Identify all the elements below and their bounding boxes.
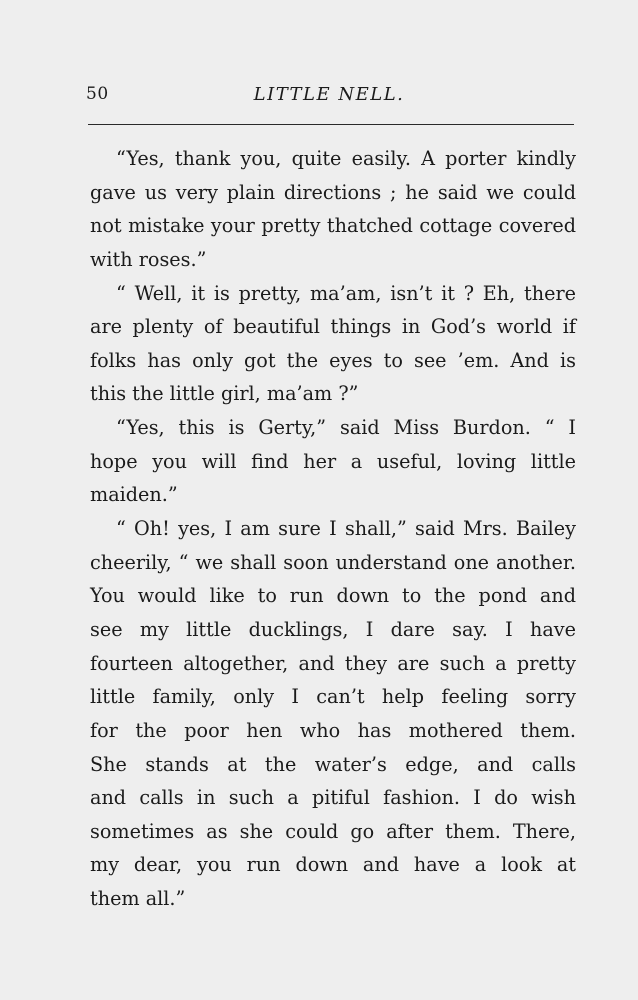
text-line: gave us very plain directions ; he said we could: [90, 180, 576, 204]
text-line: for the poor hen who has mothered them.: [90, 718, 576, 742]
text-line: hope you will find her a useful, loving little: [90, 449, 576, 473]
text-line: cheerily, “ we shall soon understand one another.: [90, 550, 576, 574]
text-line: see my little ducklings, I dare say. I have: [90, 617, 576, 641]
text-line: “Yes, thank you, quite easily. A porter kindly: [116, 147, 576, 170]
text-line: are plenty of beautiful things in God’s world if: [90, 315, 576, 339]
paragraph-3: [90, 411, 576, 512]
text-line: not mistake your pretty thatched cottage covered: [90, 214, 576, 238]
text-line: sometimes as she could go after them. There,: [90, 819, 576, 843]
text-line: She stands at the water’s edge, and calls: [90, 752, 576, 776]
running-title: LITTLE NELL.: [253, 84, 405, 105]
text-line: folks has only got the eyes to see ’em. And is: [90, 348, 576, 372]
page-number: 50: [86, 84, 109, 104]
text-line: “ Oh! yes, I am sure I shall,” said Mrs. Bailey: [116, 517, 576, 541]
paragraph-2: [90, 277, 576, 412]
text-line: maiden.”: [90, 483, 178, 507]
text-line: this the little girl, ma’am ?”: [90, 382, 359, 406]
header-rule: [88, 124, 574, 125]
paragraph-4: [90, 512, 576, 916]
text-line: You would like to run down to the pond and: [90, 584, 576, 608]
text-line: my dear, you run down and have a look at: [90, 853, 576, 877]
body-text: [90, 142, 576, 916]
text-line: little family, only I can’t help feeling sorry: [90, 685, 576, 709]
text-line: and calls in such a pitiful fashion. I do wish: [90, 786, 576, 810]
text-line: “ Well, it is pretty, ma’am, isn’t it ? Eh, there: [116, 281, 576, 305]
text-line: “Yes, this is Gerty,” said Miss Burdon. “ I: [116, 416, 576, 440]
text-line: them all.”: [90, 887, 186, 911]
text-line: fourteen altogether, and they are such a pretty: [90, 651, 576, 675]
text-line: with roses.”: [90, 247, 207, 271]
paragraph-1: [90, 142, 576, 277]
page-header: [86, 84, 572, 108]
